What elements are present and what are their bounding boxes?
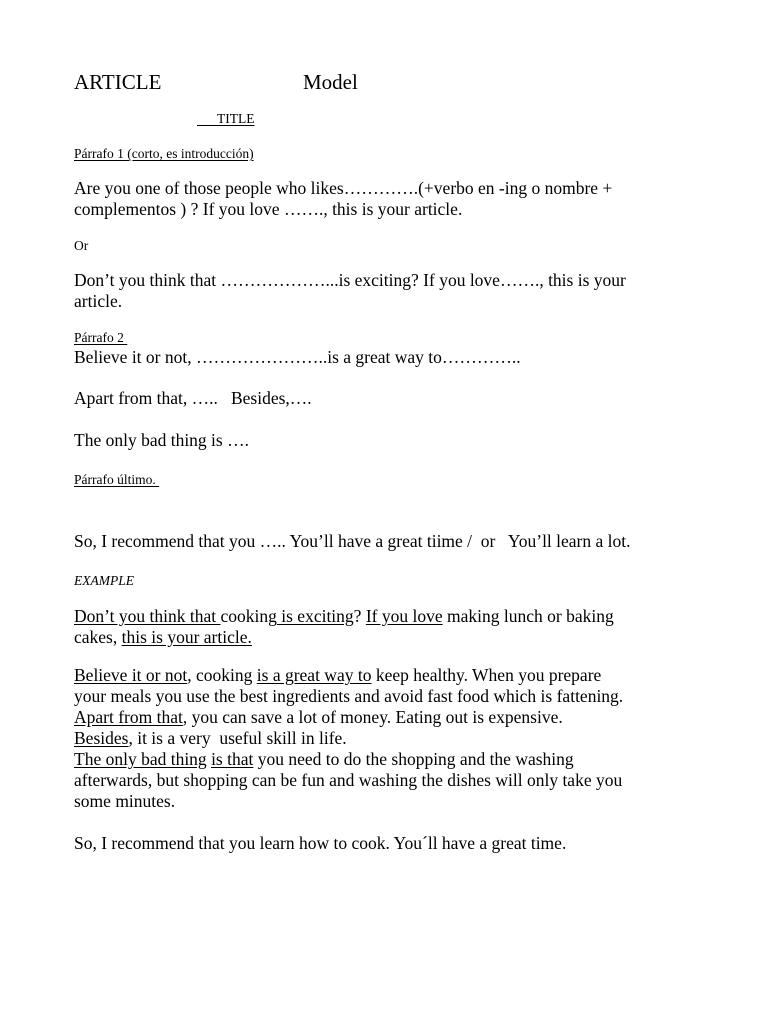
example-text: ? [353, 606, 366, 626]
example-text: some minutes. [74, 791, 176, 811]
paragraph-1-label: Párrafo 1 (corto, es introducción) [74, 146, 254, 161]
template-text: complementos ) ? If you love ……., this is your article. [74, 199, 463, 219]
example-paragraph-3: So, I recommend that you learn how to cook. You´ll have a great time. [74, 833, 567, 853]
underlined-phrase: Apart from that [74, 707, 183, 727]
underlined-phrase: this is your article. [121, 627, 252, 647]
example-text: your meals you use the best ingredients and avoid fast food which is fattening. [74, 686, 624, 706]
underlined-phrase: is that [211, 749, 254, 769]
template-text: Apart from that, ….. Besides,…. [74, 388, 312, 408]
example-paragraph-2 [74, 751, 574, 769]
example-text: afterwards, but shopping can be fun and washing the dishes will only take you [74, 770, 623, 790]
underlined-phrase: is exciting [276, 606, 354, 626]
paragraph-2-label: Párrafo 2 [74, 330, 128, 345]
example-text: you need to do the shopping and the washing [253, 749, 574, 769]
example-text: , you can save a lot of money. Eating out is expensive. [182, 707, 563, 727]
example-text: cooking [220, 606, 277, 626]
underlined-phrase: Besides [74, 728, 129, 748]
title-placeholder: TITLE [197, 111, 255, 126]
example-label: EXAMPLE [74, 573, 134, 588]
underlined-phrase: The only bad thing [74, 749, 207, 769]
template-text: article. [74, 291, 123, 311]
model-heading: Model [303, 70, 358, 94]
underlined-phrase: is a great way to [256, 665, 372, 685]
template-text: The only bad thing is …. [74, 430, 249, 450]
example-text: , it is a very useful skill in life. [128, 728, 347, 748]
example-text: making lunch or baking [442, 606, 614, 626]
example-paragraph-2 [74, 730, 347, 748]
template-text: Believe it or not, …………………..is a great way to………….. [74, 347, 521, 367]
doc-type-heading: ARTICLE [74, 70, 162, 94]
or-label: Or [74, 238, 89, 253]
last-paragraph-label: Párrafo último. [74, 472, 160, 487]
underlined-phrase: Don’t you think that [74, 606, 221, 626]
underlined-phrase: If you love [365, 606, 443, 626]
example-paragraph-2 [74, 667, 601, 685]
example-text: , cooking [187, 665, 257, 685]
template-text: Don’t you think that ………………...is exciting? If you love……., this is your [74, 270, 626, 290]
template-text: Are you one of those people who likes………….(+verbo en -ing o nombre + [74, 178, 613, 198]
example-paragraph-2 [74, 709, 563, 727]
example-text: cakes, [74, 627, 122, 647]
example-paragraph-1 [74, 629, 252, 647]
example-text: keep healthy. When you prepare [371, 665, 602, 685]
template-text: So, I recommend that you ….. You’ll have a great tiime / or You’ll learn a lot. [74, 531, 631, 551]
underlined-phrase: Believe it or not [74, 665, 188, 685]
example-paragraph-1 [74, 608, 614, 626]
